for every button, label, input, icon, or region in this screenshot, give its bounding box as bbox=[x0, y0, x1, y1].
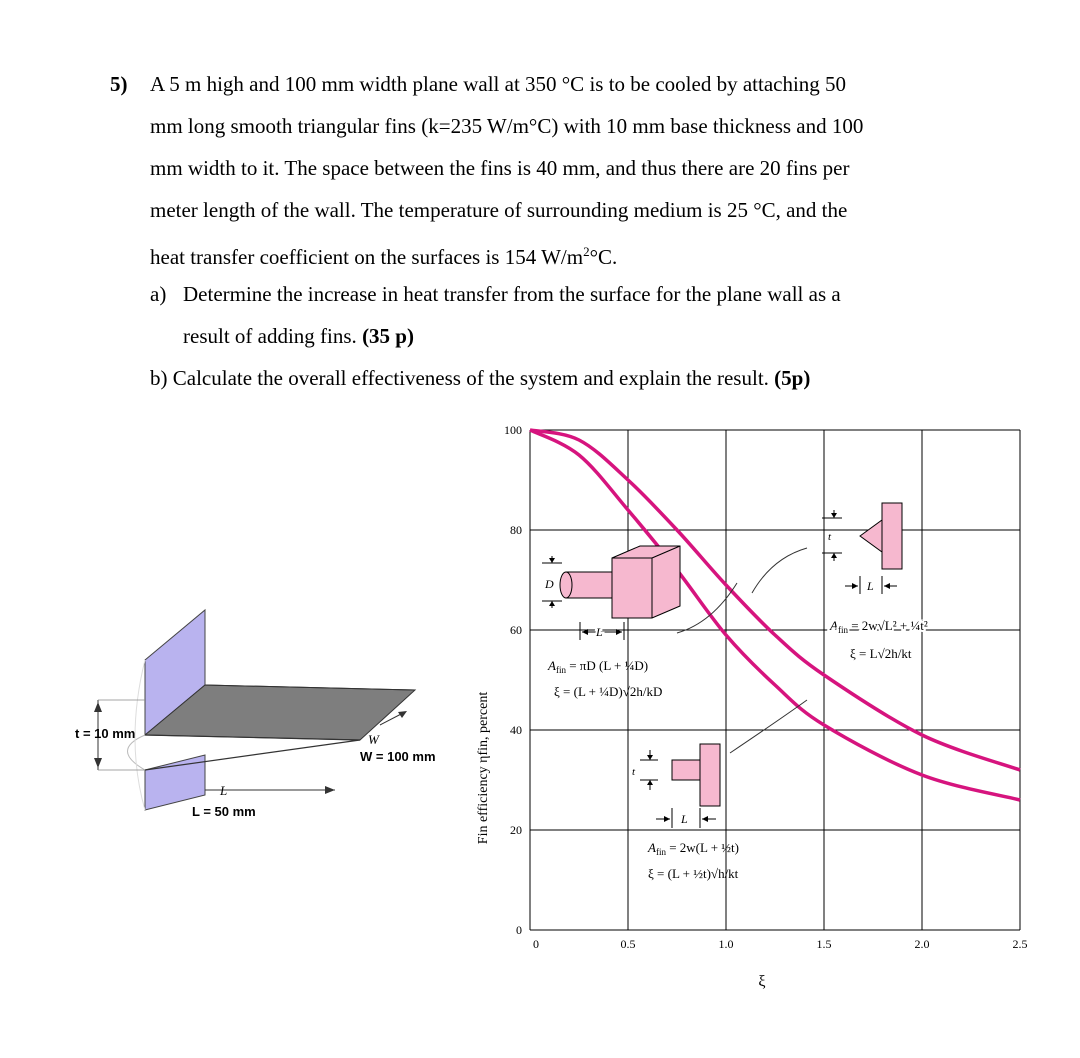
tri-xi-eq: ξ = L√2h/kt bbox=[850, 646, 912, 661]
x-axis-label: ξ bbox=[758, 973, 766, 990]
question-line-1: A 5 m high and 100 mm width plane wall at 350 °C is to be cooled by attaching 50 bbox=[150, 72, 847, 96]
pin-area-sub: fin bbox=[555, 665, 566, 675]
question-line-3: mm width to it. The space between the fins is 40 mm, and thus there are 20 fins per bbox=[150, 156, 850, 180]
part-a-line-2 bbox=[183, 324, 414, 348]
part-a-text: result of adding fins. bbox=[183, 324, 357, 348]
w-symbol: W bbox=[368, 732, 379, 747]
l-symbol: L bbox=[220, 783, 228, 798]
rect-t-label: t bbox=[632, 766, 636, 778]
l-label: L = 50 mm bbox=[192, 804, 256, 819]
y-tick-label: 100 bbox=[504, 423, 522, 437]
tri-area-sub: fin bbox=[837, 625, 848, 635]
tri-t-label: t bbox=[828, 531, 832, 543]
y-tick-label: 0 bbox=[516, 923, 522, 937]
tri-area-symbol: A bbox=[830, 618, 838, 633]
y-tick-label: 80 bbox=[510, 523, 522, 537]
x-tick-label: 1.5 bbox=[816, 937, 832, 951]
part-a-label: a) bbox=[150, 282, 167, 306]
y-tick-label: 60 bbox=[510, 623, 522, 637]
pin-D-label: D bbox=[545, 577, 554, 591]
rect-area-symbol: A bbox=[648, 840, 656, 855]
pin-L-label: L bbox=[596, 625, 603, 639]
tri-area-eq bbox=[829, 618, 928, 635]
part-b bbox=[150, 366, 810, 390]
question-number: 5) bbox=[110, 72, 128, 96]
rectangular-fin-shape bbox=[672, 760, 700, 780]
question-line-5 bbox=[150, 240, 617, 269]
x-tick-label: 2.0 bbox=[914, 937, 930, 951]
pin-area-eq bbox=[547, 658, 648, 675]
question-line-2: mm long smooth triangular fins (k=235 W/m°C) with 10 mm base thickness and 100 bbox=[150, 114, 864, 138]
unit-superscript: 2 bbox=[583, 244, 590, 259]
rect-xi-eq: ξ = (L + ½t)√h/kt bbox=[648, 866, 739, 881]
unit-tail: °C. bbox=[589, 245, 618, 269]
pin-xi-eq: ξ = (L + ¼D)√2h/kD bbox=[554, 684, 663, 699]
y-axis-label: Fin efficiency ηfin, percent bbox=[476, 691, 491, 845]
part-a-points: (35 p) bbox=[362, 324, 414, 348]
rect-area-sub: fin bbox=[655, 847, 666, 857]
part-b-points: (5p) bbox=[774, 366, 811, 390]
rect-area-eq bbox=[647, 840, 739, 857]
question-line-5-text: heat transfer coefficient on the surfaces is 154 W/m bbox=[150, 245, 584, 269]
x-tick-label: 2.5 bbox=[1012, 937, 1028, 951]
x-tick-label: 0.5 bbox=[620, 937, 636, 951]
y-tick-label: 40 bbox=[510, 723, 522, 737]
part-a-line-1: Determine the increase in heat transfer from the surface for the plane wall as a bbox=[183, 282, 841, 306]
t-label: t = 10 mm bbox=[75, 726, 136, 741]
triangular-fin-shape bbox=[860, 520, 882, 552]
rect-area-rhs: = 2w(L + ½t) bbox=[665, 840, 739, 855]
part-b-label: b) bbox=[150, 366, 168, 390]
pin-area-rhs: = πD (L + ¼D) bbox=[565, 658, 649, 673]
fin-efficiency-chart bbox=[462, 418, 1028, 1008]
pin-area-symbol: A bbox=[548, 658, 556, 673]
w-label: W = 100 mm bbox=[360, 749, 436, 764]
pin-fin-inset bbox=[542, 546, 737, 699]
y-tick-label: 20 bbox=[510, 823, 522, 837]
rect-L-label: L bbox=[681, 812, 688, 826]
rect-base-wall bbox=[700, 744, 720, 806]
x-tick-label: 0 bbox=[533, 937, 539, 951]
question-line-4: meter length of the wall. The temperature of surrounding medium is 25 °C, and the bbox=[150, 198, 848, 222]
tri-area-rhs: = 2w√L² + ¼t² bbox=[847, 618, 928, 633]
rectangular-fin-inset bbox=[632, 700, 807, 881]
tri-base-wall bbox=[882, 503, 902, 569]
tri-L-label: L bbox=[867, 579, 874, 593]
pin-base-block bbox=[612, 546, 680, 618]
part-b-text: Calculate the overall effectiveness of the system and explain the result. bbox=[172, 366, 769, 390]
x-tick-label: 1.0 bbox=[718, 937, 734, 951]
